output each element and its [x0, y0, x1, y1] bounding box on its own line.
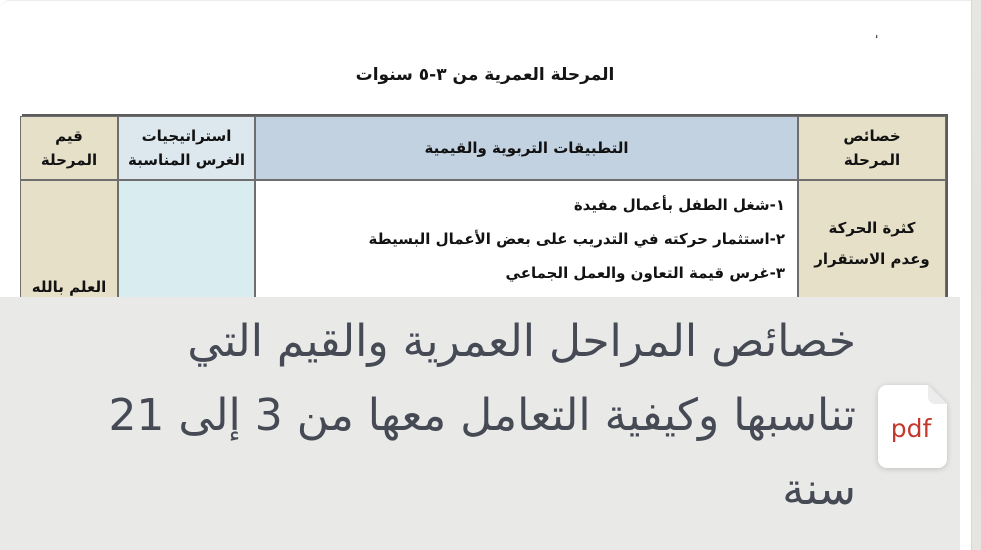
header-strategies-line2: الغرس المناسبة	[127, 151, 246, 169]
header-characteristics	[798, 116, 946, 180]
page-edge-strip	[971, 0, 981, 550]
application-item: ٣-غرس قيمة التعاون والعمل الجماعي	[505, 264, 785, 282]
attachment-title-line3: سنة	[782, 464, 856, 515]
header-characteristics-line1: خصائص	[843, 127, 901, 145]
pdf-label: pdf	[890, 414, 932, 443]
pdf-page-fold	[928, 385, 947, 404]
header-values-line1: قيم	[55, 127, 83, 145]
header-strategies-line1: استراتيجيات	[141, 127, 232, 145]
header-applications	[255, 116, 798, 180]
characteristics-line2: وعدم الاستقرار	[814, 250, 930, 268]
header-values-line2: المرحلة	[40, 151, 98, 169]
pdf-file-icon[interactable]	[878, 385, 947, 468]
values-text: العلم بالله	[31, 278, 107, 296]
header-applications-label: التطبيقات التربوية والقيمية	[424, 139, 629, 157]
attachment-title-line1: خصائص المراحل العمرية والقيم التي	[187, 316, 856, 367]
pdf-attachment-card[interactable]	[0, 297, 960, 550]
attachment-title-line2: تناسبها وكيفية التعامل معها من 3 إلى 21	[108, 390, 856, 441]
stray-annotation-mark: ،	[872, 26, 880, 43]
application-item: ٢-استثمار حركته في التدريب على بعض الأعمال البسيطة	[368, 230, 785, 248]
header-characteristics-line2: المرحلة	[843, 151, 901, 169]
attachment-title	[46, 305, 856, 527]
section-title: المرحلة العمرية من ٣-٥ سنوات	[355, 65, 615, 85]
header-values	[20, 116, 118, 180]
application-item: ١-شغل الطفل بأعمال مفيدة	[573, 196, 785, 214]
header-strategies	[118, 116, 255, 180]
characteristics-line1: كثرة الحركة	[828, 219, 916, 237]
